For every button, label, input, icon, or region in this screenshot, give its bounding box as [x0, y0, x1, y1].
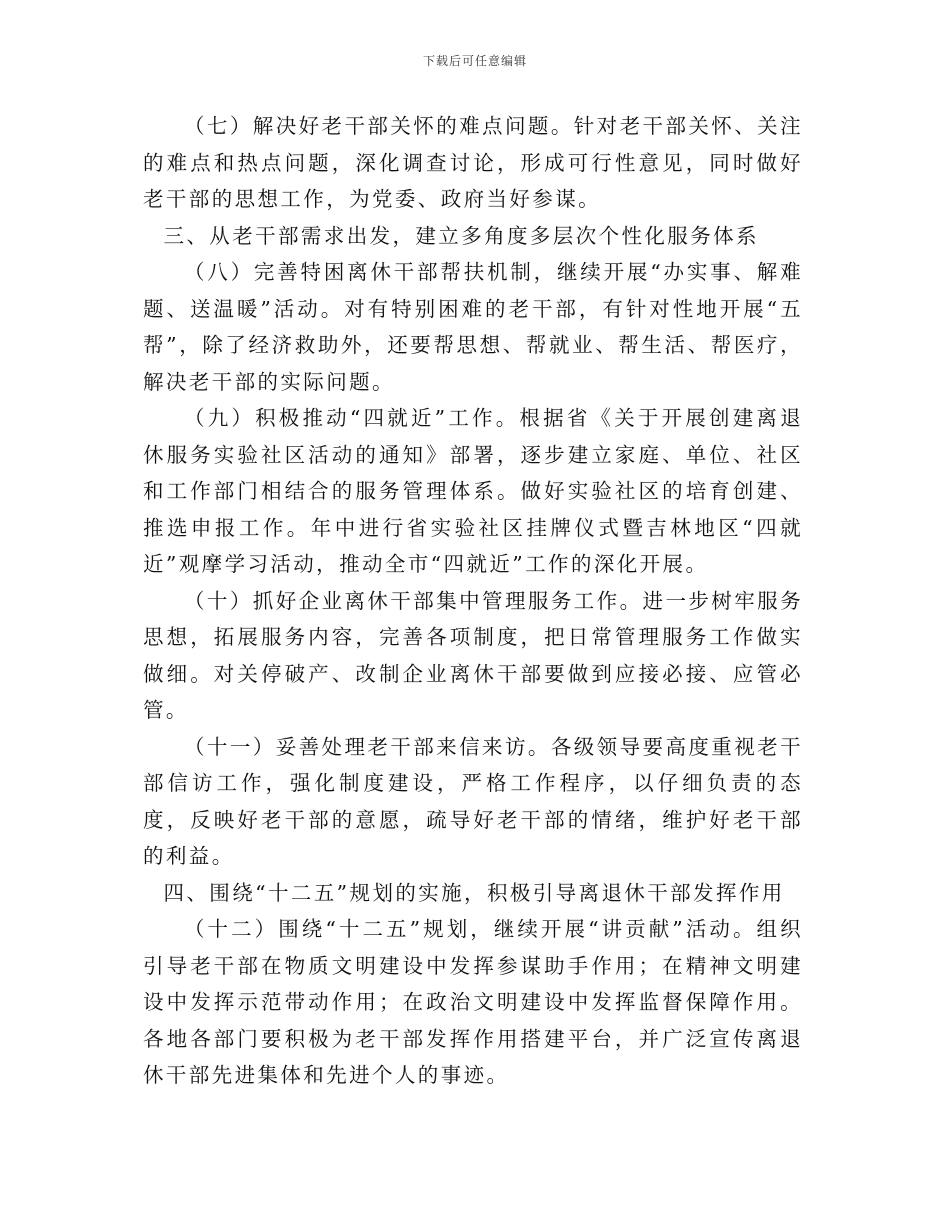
- paragraph-7: （七）解决好老干部关怀的难点问题。针对老干部关怀、关注的难点和热点问题，深化调查讨论，形成可行性意见，同时做好老干部的思想工作，为党委、政府当好参谋。: [143, 114, 803, 211]
- paragraph-10: （十）抓好企业离休干部集中管理服务工作。进一步树牢服务思想，拓展服务内容，完善各项制度，把日常管理服务工作做实做细。对关停破产、改制企业离休干部要做到应接必接、应管必管。: [143, 588, 803, 722]
- paragraph-11: （十一）妥善处理老干部来信来访。各级领导要高度重视老干部信访工作，强化制度建设，严格工作程序，以仔细负责的态度，反映好老干部的意愿，疏导好老干部的情绪，维护好老干部的利益。: [143, 734, 803, 868]
- page-header-note: 下载后可任意编辑: [422, 54, 527, 68]
- paragraph-8: （八）完善特困离休干部帮扶机制，继续开展“办实事、解难题、送温暖”活动。对有特别困难的老干部，有针对性地开展“五帮”，除了经济救助外，还要帮思想、帮就业、帮生活、帮医疗，解决老干部的实际问题。: [143, 260, 803, 394]
- section-heading-3: 三、从老干部需求出发，建立多角度多层次个性化服务体系: [163, 223, 759, 248]
- document-body: [143, 108, 803, 1094]
- paragraph-9: （九）积极推动“四就近”工作。根据省《关于开展创建离退休服务实验社区活动的通知》部署，逐步建立家庭、单位、社区和工作部门相结合的服务管理体系。做好实验社区的培育创建、推选申报工作。年中进行省实验社区挂牌仪式暨吉林地区“四就近”观摩学习活动，推动全市“四就近”工作的深化开展。: [143, 406, 803, 576]
- section-heading-4: 四、围绕“十二五”规划的实施，积极引导离退休干部发挥作用: [163, 880, 785, 905]
- paragraph-12: （十二）围绕“十二五”规划，继续开展“讲贡献”活动。组织引导老干部在物质文明建设中发挥参谋助手作用；在精神文明建设中发挥示范带动作用；在政治文明建设中发挥监督保障作用。各地各部门要积极为老干部发挥作用搭建平台，并广泛宣传离退休干部先进集体和先进个人的事迹。: [143, 917, 803, 1087]
